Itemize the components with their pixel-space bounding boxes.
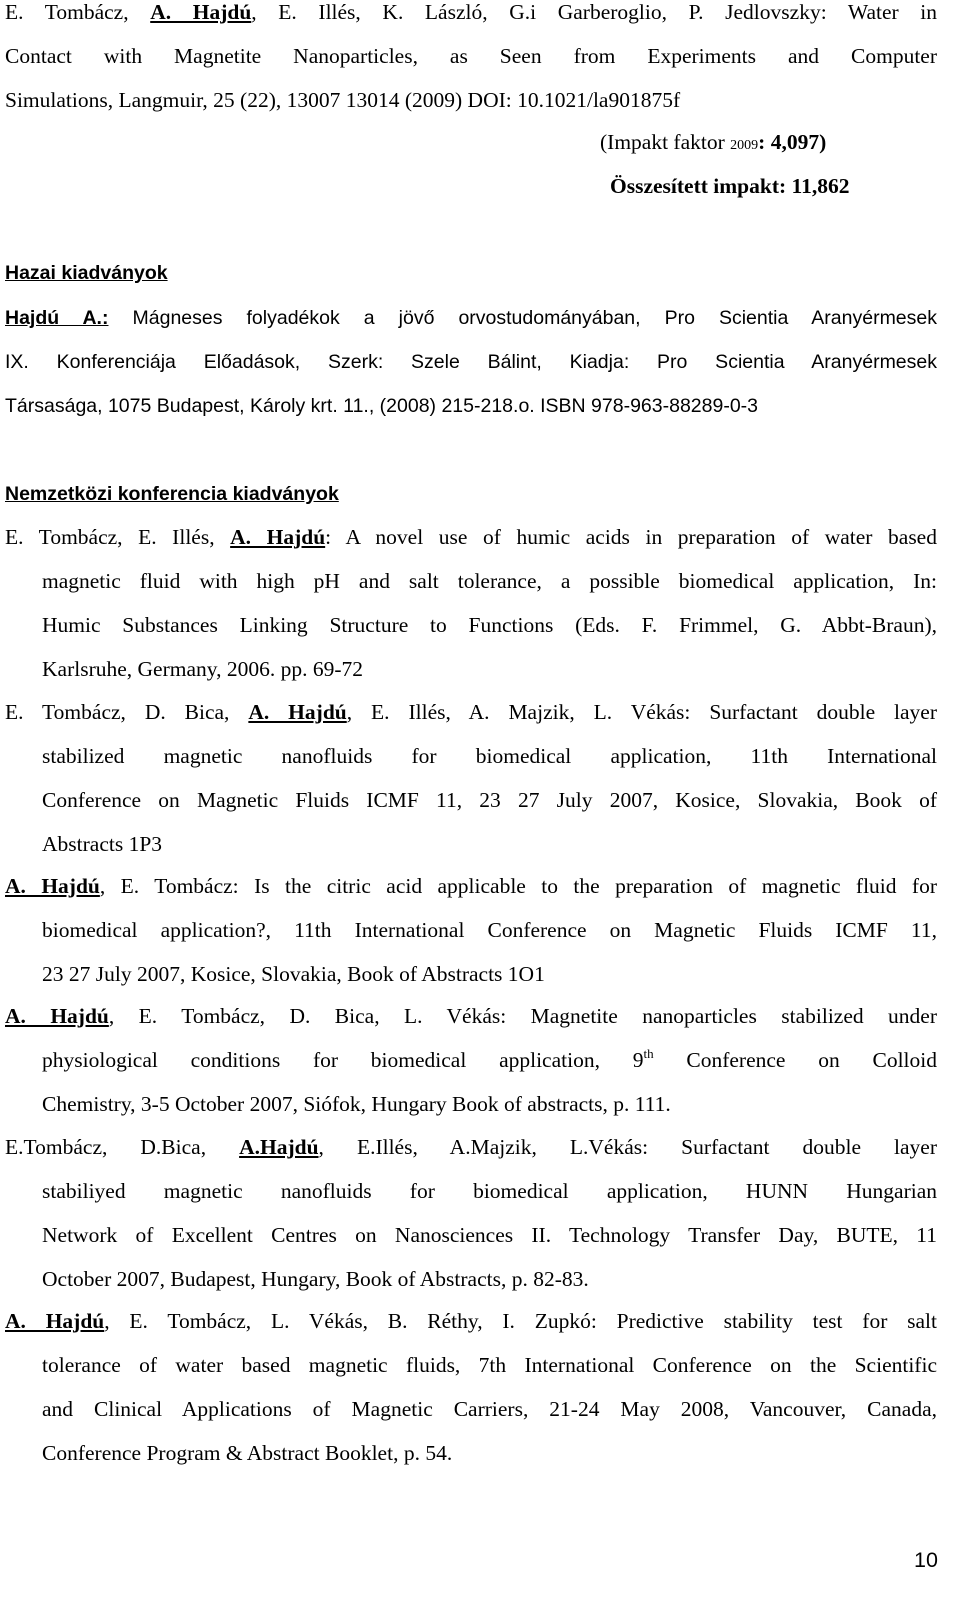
reference-line: Simulations, Langmuir, 25 (22), 13007 13014 (2009) DOI: 10.1021/la901875f	[5, 88, 681, 112]
reference-line: stabiliyed magnetic nanofluids for biomedical application, HUNN Hungarian	[42, 1179, 937, 1203]
page-number: 10	[914, 1548, 938, 1572]
author-highlight: A. Hajdú	[5, 1004, 109, 1028]
reference-line: E. Tombácz, A. Hajdú, E. Illés, K. László, G.i Garberoglio, P. Jedlovszky: Water in	[5, 0, 938, 24]
reference-line: A. Hajdú, E. Tombácz, L. Vékás, B. Réthy, I. Zupkó: Predictive stability test for salt	[5, 1309, 938, 1333]
impact-factor: (Impakt faktor 2009: 4,097)	[600, 130, 827, 154]
reference-line: Társasága, 1075 Budapest, Károly krt. 11., (2008) 215-218.o. ISBN 978-963-88289-0-3	[5, 395, 759, 417]
reference-surfactant	[5, 690, 937, 866]
reference-line: 23 27 July 2007, Kosice, Slovakia, Book of Abstracts 1O1	[42, 962, 545, 986]
reference-hajdu-hazai	[5, 296, 937, 428]
reference-line: stabilized magnetic nanofluids for biomedical application, 11th International	[42, 744, 937, 768]
reference-line: Network of Excellent Centres on Nanosciences II. Technology Transfer Day, BUTE, 11	[42, 1223, 937, 1247]
reference-line: physiological conditions for biomedical application, 9th Conference on Colloid	[42, 1046, 937, 1072]
section-heading-hazai: Hazai kiadványok	[5, 262, 168, 284]
reference-line: Conference on Magnetic Fluids ICMF 11, 23 27 July 2007, Kosice, Slovakia, Book of	[42, 788, 937, 812]
reference-line: E. Tombácz, E. Illés, A. Hajdú: A novel use of humic acids in preparation of water based	[5, 525, 937, 549]
reference-line: Chemistry, 3-5 October 2007, Siófok, Hungary Book of abstracts, p. 111.	[42, 1092, 671, 1116]
reference-line: E.Tombácz, D.Bica, A.Hajdú, E.Illés, A.Majzik, L.Vékás: Surfactant double layer	[5, 1135, 937, 1159]
author-highlight: A. Hajdú	[5, 1309, 105, 1333]
reference-line: October 2007, Budapest, Hungary, Book of Abstracts, p. 82-83.	[42, 1267, 589, 1291]
author-highlight: A. Hajdú	[150, 0, 252, 24]
reference-line: E. Tombácz, D. Bica, A. Hajdú, E. Illés, A. Majzik, L. Vékás: Surfactant double layer	[5, 700, 938, 724]
reference-hunn	[5, 1125, 937, 1301]
reference-line: Abstracts 1P3	[42, 832, 163, 856]
reference-line: Karlsruhe, Germany, 2006. pp. 69-72	[42, 657, 364, 681]
author-highlight: A. Hajdú	[230, 525, 326, 549]
reference-line: Hajdú A.: Mágneses folyadékok a jövő orvostudományában, Pro Scientia Aranyérmesek	[5, 307, 937, 329]
reference-humic	[5, 515, 937, 691]
reference-citric-acid	[5, 864, 937, 996]
reference-langmuir	[5, 0, 937, 122]
author-highlight: A. Hajdú	[5, 874, 100, 898]
author-highlight: A.Hajdú	[239, 1135, 319, 1159]
total-impact: Összesített impakt: 11,862	[610, 174, 850, 198]
reference-line: Conference Program & Abstract Booklet, p. 54.	[42, 1441, 453, 1465]
reference-line: Humic Substances Linking Structure to Functions (Eds. F. Frimmel, G. Abbt-Braun),	[42, 613, 937, 637]
reference-line: magnetic fluid with high pH and salt tolerance, a possible biomedical application, In:	[42, 569, 937, 593]
reference-line: IX. Konferenciája Előadások, Szerk: Szele Bálint, Kiadja: Pro Scientia Aranyérmesek	[5, 351, 937, 373]
reference-line: tolerance of water based magnetic fluids, 7th International Conference on the Scientific	[42, 1353, 937, 1377]
reference-line: A. Hajdú, E. Tombácz: Is the citric acid applicable to the preparation of magnetic fluid for	[5, 874, 938, 898]
reference-line: biomedical application?, 11th International Conference on Magnetic Fluids ICMF 11,	[42, 918, 937, 942]
reference-line: and Clinical Applications of Magnetic Carriers, 21-24 May 2008, Vancouver, Canada,	[42, 1397, 937, 1421]
reference-line: Contact with Magnetite Nanoparticles, as Seen from Experiments and Computer	[5, 44, 937, 68]
section-heading-nemzetkozi: Nemzetközi konferencia kiadványok	[5, 483, 339, 505]
author-highlight: A. Hajdú	[248, 700, 347, 724]
reference-magnetite-nanoparticles	[5, 994, 937, 1126]
reference-stability-test	[5, 1299, 937, 1475]
reference-line: A. Hajdú, E. Tombácz, D. Bica, L. Vékás: Magnetite nanoparticles stabilized under	[5, 1004, 937, 1028]
author-highlight: Hajdú A.	[5, 307, 102, 329]
